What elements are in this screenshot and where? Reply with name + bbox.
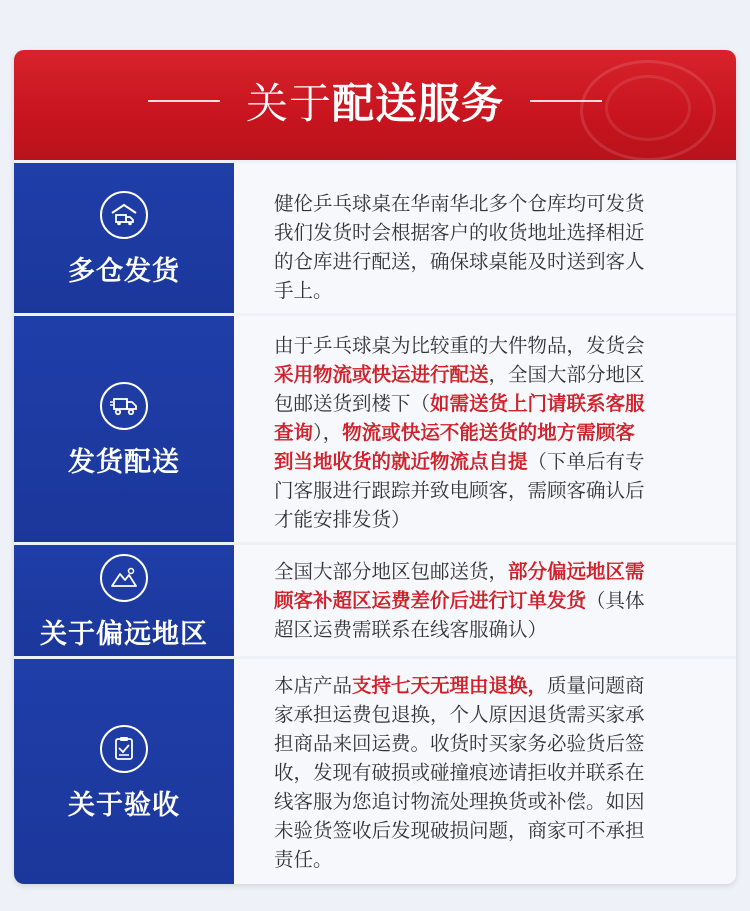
body-text: 担商品来回运费。收货时买家务必验货后签 [274,732,645,755]
body-text: 包邮送货到楼下（ [274,392,431,415]
description-line [274,360,706,389]
description-line [274,671,706,700]
body-text: 质量问题商 [547,674,645,697]
section-label-panel [14,163,234,316]
body-text: 本店产品 [274,674,353,697]
highlight-text: 顾客补超区运费差价后进行订单发货 [274,589,587,612]
description-line [274,557,706,586]
section-label: 发货配送 [68,447,180,478]
mountain-icon [100,554,148,602]
section-multi-warehouse [14,160,736,316]
title-line-right [530,100,602,102]
body-text: 的仓库进行配送，确保球桌能及时送到客人 [274,250,645,273]
description-line [274,787,706,816]
body-text: 由于乒乓球桌为比较重的大件物品，发货会 [274,334,645,357]
highlight-text: 支持七天无理由退换， [352,674,548,697]
description-line [274,331,706,360]
body-text: 才能安排发货） [274,508,411,531]
description-line [274,476,706,505]
description-line [274,276,706,305]
title-line-left [148,100,220,102]
delivery-service-card [14,50,736,884]
header-banner [14,50,736,162]
section-description [274,189,706,305]
body-text: 线客服为您追讨物流处理换货或补偿。如因 [274,790,645,813]
page-title [246,71,504,131]
highlight-text: 采用物流或快运进行配送 [274,363,489,386]
section-inspection [14,656,736,884]
section-delivery [14,313,736,545]
description-line [274,729,706,758]
body-text: 收，发现有破损或碰撞痕迹请拒收并联系在 [274,761,645,784]
description-line [274,816,706,845]
description-line [274,418,706,447]
section-label: 关于验收 [68,789,180,821]
description-line [274,845,706,874]
body-text: （下单后有专 [527,450,645,473]
description-line [274,615,706,644]
body-text: 全国大部分地区包邮送货， [274,560,509,583]
inspection-clipboard-icon [100,725,148,773]
highlight-text: 物流或快运不能送货的地方需顾客 [342,421,635,444]
section-label: 多仓发货 [68,256,180,287]
body-text: 手上。 [274,279,333,302]
description-line [274,505,706,534]
body-text: 未验货签收后发现破损问题，商家可不承担 [274,819,645,842]
highlight-text: 如需送货上门请联系客服 [430,392,645,415]
description-line [274,389,706,418]
section-remote-areas [14,542,736,659]
warehouse-truck-icon [100,191,148,239]
title-bold-part: 配送服务 [332,79,505,128]
section-text-panel [234,163,736,316]
body-text: ）， [313,421,343,444]
section-text-panel [234,659,736,884]
section-label-panel [14,659,234,884]
body-text: 我们发货时会根据客户的收货地址选择相近 [274,221,645,244]
section-label: 关于偏远地区 [40,618,208,650]
section-description [274,331,706,534]
title-row [14,76,736,126]
description-line [274,586,706,615]
highlight-text: 查询 [274,421,314,444]
section-text-panel [234,545,736,659]
body-text: 超区运费需联系在线客服确认） [274,618,548,641]
description-line [274,700,706,729]
section-description [274,671,706,874]
highlight-text: 到当地收货的就近物流点自提 [274,450,528,473]
description-line [274,218,706,247]
title-light-part: 关于 [245,79,332,128]
body-text: 责任。 [274,848,333,871]
description-line [274,447,706,476]
description-line [274,189,706,218]
highlight-text: 部分偏远地区需 [508,560,645,583]
body-text: 门客服进行跟踪并致电顾客，需顾客确认后 [274,479,645,502]
section-label-panel [14,545,234,659]
delivery-truck-icon [100,382,148,430]
section-label-panel [14,316,234,545]
body-text: （具体 [586,589,645,612]
body-text: ，全国大部分地区 [488,363,645,386]
body-text: 家承担运费包退换，个人原因退货需买家承 [274,703,645,726]
description-line [274,758,706,787]
description-line [274,247,706,276]
section-description [274,557,706,644]
section-text-panel [234,316,736,545]
body-text: 健伦乒乓球桌在华南华北多个仓库均可发货 [274,192,645,215]
